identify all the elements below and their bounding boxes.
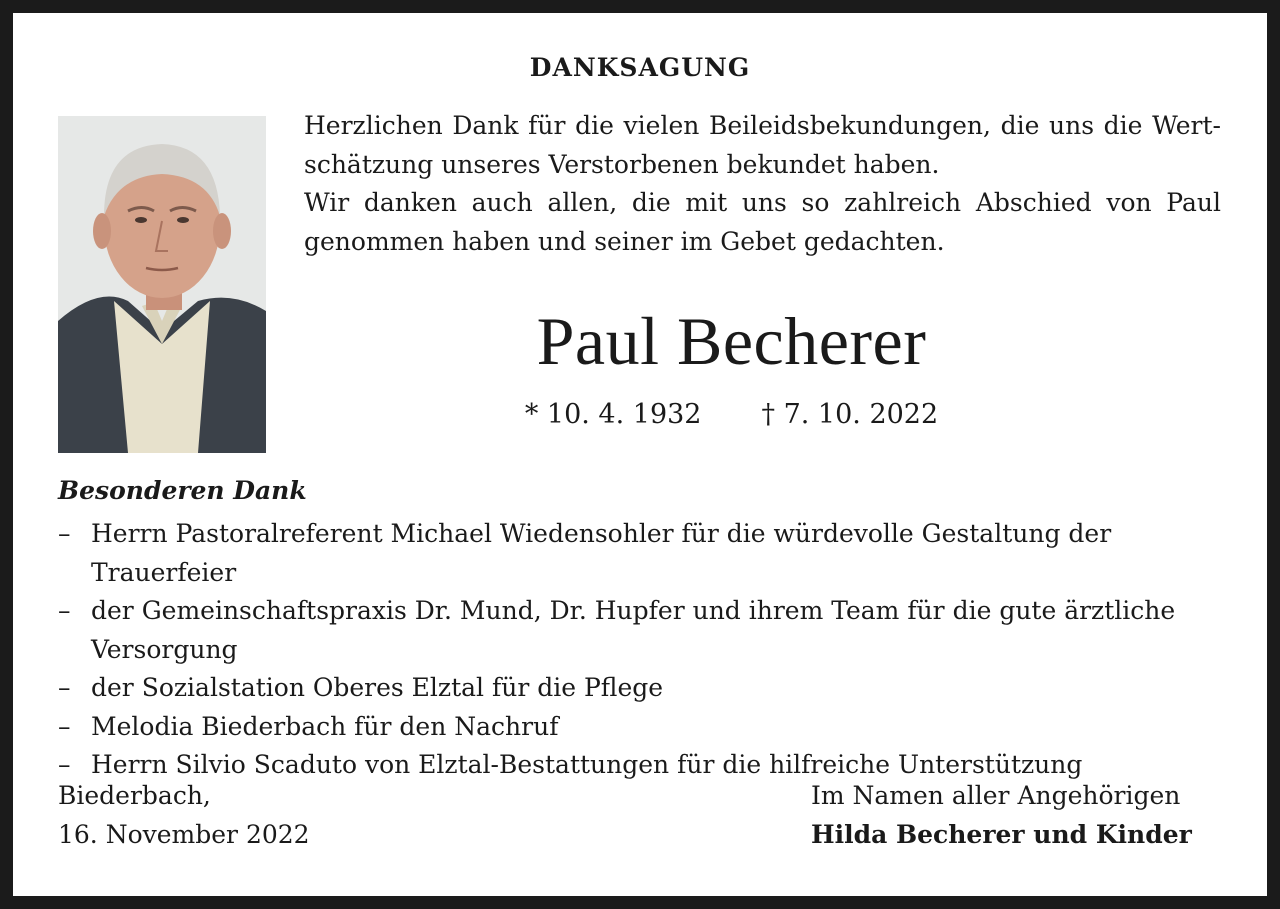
list-item-text: Herrn Pastoralreferent Michael Wiedensohler für die würdevolle Gestaltung der Trauerfeier	[91, 519, 1112, 587]
intro-line: Herzlichen Dank für die vielen Beileidsbekundungen, die uns die Wert-	[304, 111, 1221, 140]
list-item	[58, 669, 1228, 708]
sign-line: Im Namen aller Angehörigen	[811, 781, 1181, 810]
life-dates	[304, 399, 1159, 430]
place-date-block	[58, 777, 310, 854]
list-item	[58, 515, 1228, 592]
intro-line: schätzung unseres Verstorbenen bekundet haben.	[304, 149, 940, 179]
dash-bullet: –	[58, 673, 71, 702]
special-thanks-list	[58, 515, 1228, 785]
list-item-text: der Sozialstation Oberes Elztal für die Pflege	[91, 673, 664, 702]
intro-line: Wir danken auch allen, die mit uns so zahlreich Abschied von Paul	[304, 188, 1221, 217]
special-thanks-title: Besonderen Dank	[58, 476, 307, 505]
signature-block	[811, 777, 1192, 854]
intro-text	[304, 107, 1221, 261]
list-item-text: der Gemeinschaftspraxis Dr. Mund, Dr. Hupfer und ihrem Team für die gute ärztliche Versorgung	[91, 596, 1176, 664]
dash-bullet: –	[58, 596, 71, 625]
dash-bullet: –	[58, 519, 71, 548]
date: 16. November 2022	[58, 819, 310, 849]
place: Biederbach,	[58, 781, 211, 810]
dash-bullet: –	[58, 711, 71, 741]
list-item	[58, 592, 1228, 669]
obituary-card	[13, 13, 1267, 896]
list-item	[58, 708, 1228, 747]
deceased-name: Paul Becherer	[536, 303, 927, 379]
list-item-text: Melodia Biederbach für den Nachruf	[91, 711, 559, 741]
death-date: † 7. 10. 2022	[761, 399, 939, 430]
list-item-text: Herrn Silvio Scaduto von Elztal-Bestattungen für die hilfreiche Unterstützung	[91, 750, 1083, 779]
page-title: DANKSAGUNG	[529, 53, 751, 82]
birth-date: * 10. 4. 1932	[524, 399, 702, 430]
intro-line: genommen haben und seiner im Gebet gedachten.	[304, 226, 945, 256]
family-name: Hilda Becherer und Kinder	[811, 819, 1192, 849]
portrait-photo	[58, 116, 266, 453]
dash-bullet: –	[58, 750, 71, 779]
